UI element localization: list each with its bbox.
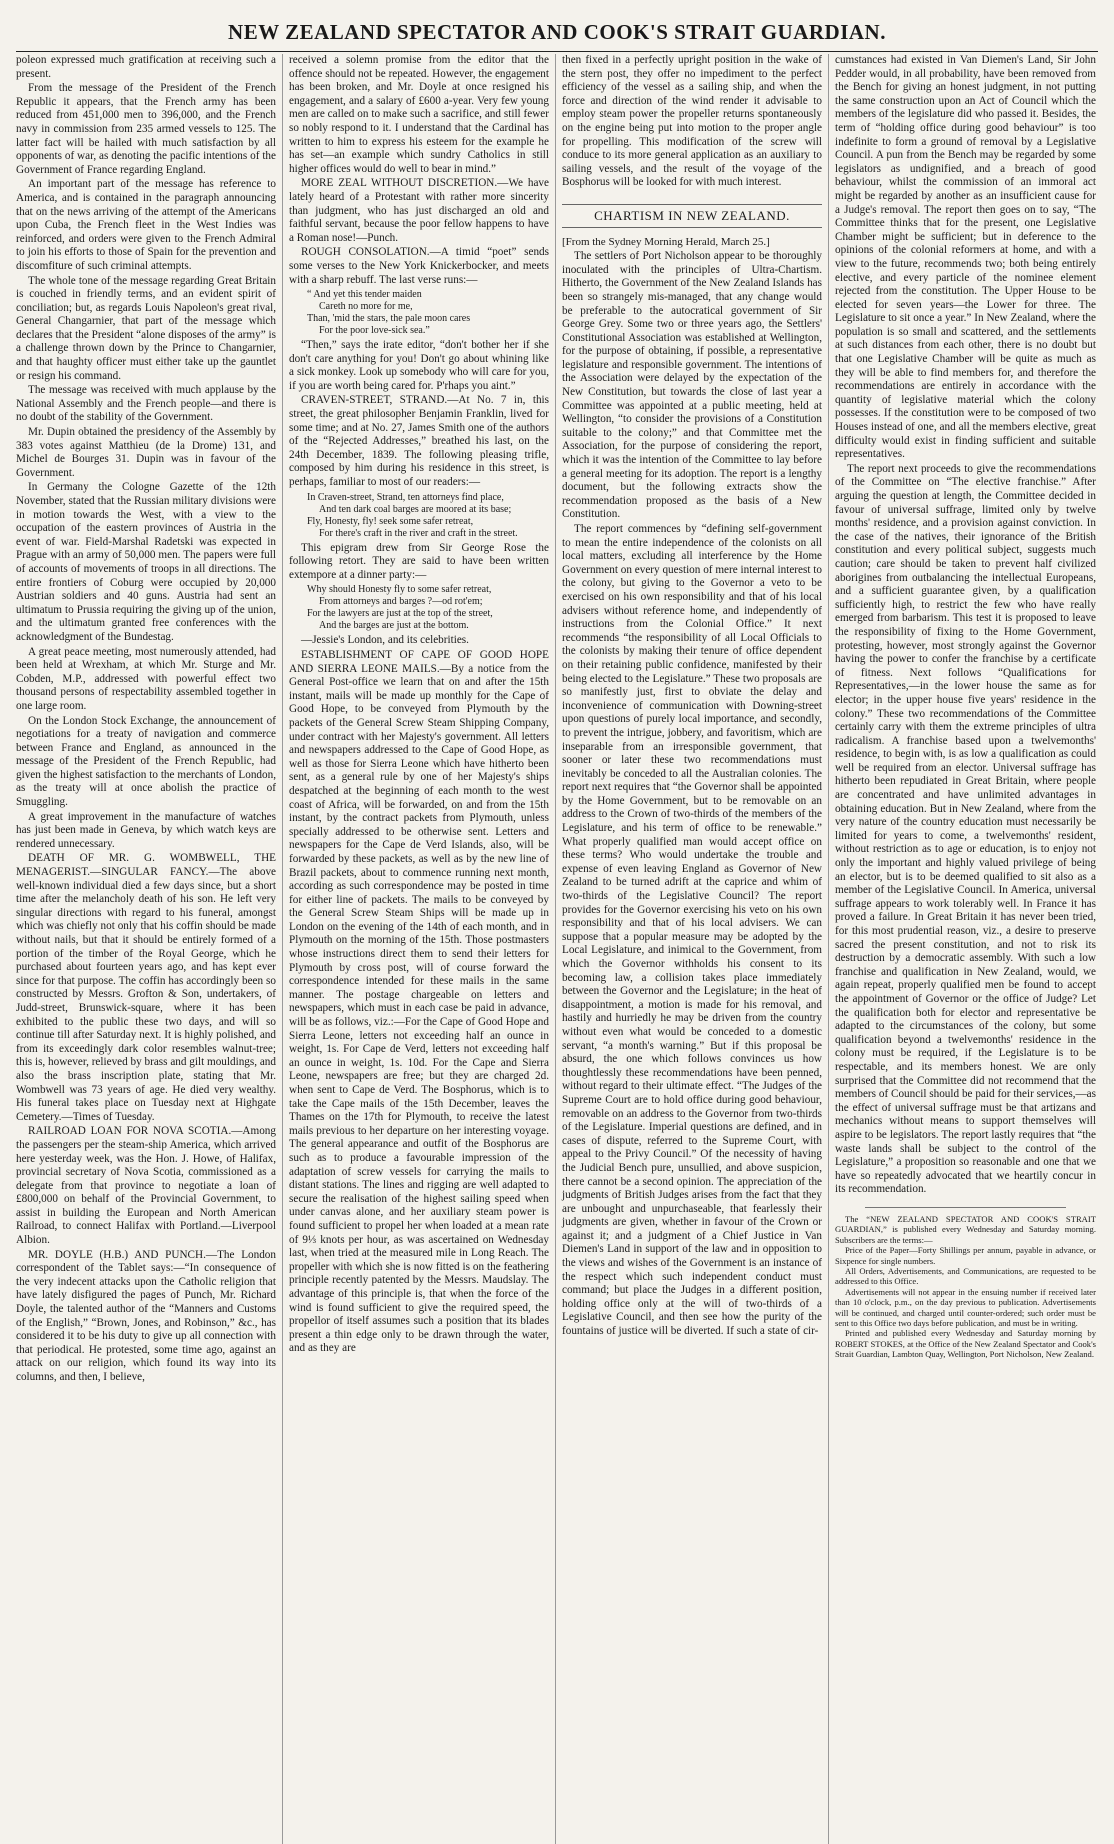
article-paragraph: On the London Stock Exchange, the announcement of negotiations for a treaty of navigation and commerce between France and England, as announced in the message of the President of the French Republic, had given the highest satisfaction to the merchants of London, as the treaty will at once abolish the practice of Smuggling. — [16, 714, 276, 809]
verse-retort — [307, 584, 549, 632]
article-paragraph: The report commences by “defining self-government to mean the entire independence of the colonists on all local matters, excluding all interference by the Home Government on every question of mere internal interest to the colony, but giving to the Governor a veto to be exercised on his own responsibility and that of his local advisers without reference home, and independently of instructions from the Colonial Office.” It next recommends “the responsibility of all Local Officials to the colonists by making their tenure of office dependent on their retaining public confidence, manifested by their being elected to the Legislature.” These two proposals are so manifestly just, first to obviate the delay and inconvenience of communication with Downing-street upon questions of purely local importance, and secondly, to prevent the intrigue, jobbery, and favoritism, which are inseparable from an irresponsible government, that sooner or later these two recommendations must inevitably be conceded to all the Australian colonies. The report next requires that “the Governor shall be appointed by the Home Government, but to be removable on an address to the Crown of two-thirds of the members of the Legislature, and his term of office to be renewable.” What properly qualified man would accept office on these terms? Who would undertake the trouble and expense of even leaving England as Governor of New Zealand to be turned adrift at the caprice and whim of two-thirds of the Legislative Council? The report provides for the Governor exercising his veto on his own responsibility and that of his local advisers. We can suppose that a popular measure may be adopted by the Local Legislature, and inimical to the Government, from which the Governor withholds his consent to its becoming law, a collision takes place immediately between the Governor and the Legislature; in the heat of disappointment, a motion is made for his removal, and hastily and hurriedly he may be driven from the country without even what would be conceded to a domestic servant, “a month's warning.” But if this proposal be absurd, the one which follows convinces us how thoughtlessly these recommendations have been penned, without regard to their ultimate effect. “The Judges of the Supreme Court are to hold office during good behaviour, removable on an address to the Governor from two-thirds of the Legislature. Imperial questions are defined, and in cases of dispute, referred to the Supreme Court, with appeal to the Privy Council.” Of the necessity of having the Judicial Bench pure, unsullied, and above suspicion, there cannot be a second opinion. The appreciation of the judgments of British Judges arises from the fact that they are unbought and unpurchaseable, that fearlessly their judgments are given, whether in favour of the Crown or against it; and a judgment of a Chief Justice in Van Diemen's Land in support of the law and in opposition to the views and wishes of the Government is an instance of the respect which such independent conduct must command; but place the Judges in a different position, holding office only at the will of two-thirds of a Legislative Council, and then see how the purity of the fountains of justice will be diverted. If such a state of cir- — [562, 523, 822, 1338]
article-paragraph: ROUGH CONSOLATION.—A timid “poet” sends some verses to the New York Knickerbocker, and meets with a sharp rebuff. The last verse runs:— — [289, 246, 549, 286]
article-paragraph: In Germany the Cologne Gazette of the 12th November, stated that the Russian military divisions were in motion towards the West, with a view to the occupation of the eastern provinces of Austria in the event of war. Field-Marshal Radetski was expected in Prague with an army of 50,000 men. The papers were full of accounts of movements of troops in all directions. The entire frontiers of Coburg were occupied by 20,000 Austrian soldiers and 40 guns. Austria had sent an ultimatum to Prussia requiring the giving up of the union, and the ultimatum granted free conferences with the acknowledgment of the Bundestag. — [16, 481, 276, 643]
verse-line: And ten dark coal barges are moored at its base; — [319, 503, 512, 515]
article-paragraph: DEATH OF MR. G. WOMBWELL, THE MENAGERIST.—SINGULAR FANCY.—The above well-known individual died a few days since, but a short time after the melancholy death of his son. He left very singular directions with regard to his funeral, amongst which was chiefly not only that his coffin should be made without nails, but that it should be entirely formed of a portion of the timber of the Royal George, which he purchased about fourteen years ago, and has kept ever since for that purpose. The coffin has accordingly been so constructed by Messrs. Grofton & Son, undertakers, of Judd-street, Brunswick-square, where it has been exhibited to the public these two days, and will so continue till after Saturday next. It is highly polished, and from its exceedingly dark color resembles walnut-tree; this is, however, relieved by brass and gilt mouldings, and also the brass inscription plate, stating that Mr. Wombwell was 73 years of age. He died very wealthy. His funeral takes place on Tuesday next at Highgate Cemetery.—Times of Tuesday. — [16, 852, 276, 1123]
article-paragraph: MR. DOYLE (H.B.) AND PUNCH.—The London correspondent of the Tablet says:—“In consequence of the very indecent attacks upon the Catholic religion that have lately disfigured the pages of Punch, Mr. Richard Doyle, the talented author of the “Manners and Customs of the English,” “Brown, Jones, and Robinson,” &c., has considered it to be his duty to give up all connection with that periodical. He protested, some time ago, against an attack on our religion, which found its way into its columns, and then, I believe, — [16, 1248, 276, 1383]
section-title-chartism: CHARTISM IN NEW ZEALAND. — [562, 204, 822, 228]
article-paragraph: received a solemn promise from the editor that the offence should not be repeated. However, the engagement has been broken, and Mr. Doyle at once resigned his engagement, and a salary of £600 a-year. Very few young men are called on to make such a sacrifice, and still fewer so nobly respond to it. I understand that the Cardinal has written to him to express his esteem for the example he has set—an example which sundry Catholics in still higher offices would do well to bear in mind.” — [289, 54, 549, 175]
article-paragraph: then fixed in a perfectly upright position in the wake of the stern post, they offer no impediment to the perfect efficiency of the vessel as a sailing ship, and when the force and direction of the wind render it advisable to employ steam power the propeller returns spontaneously on the engine being put into motion to the proper angle for propelling. This modification of the screw will conduce to its more general application as an auxiliary to sailing vessels, and the result of the voyage of the Bosphorus will be looked for with much interest. — [562, 54, 822, 189]
verse-line: In Craven-street, Strand, ten attorneys find place, — [307, 491, 504, 503]
article-paragraph: cumstances had existed in Van Diemen's Land, Sir John Pedder would, in all probability, have been removed from the Bench for giving an honest judgment, in not putting the same construction upon an Act of Council which the members of the legislature did who passed it. Besides, the term of “holding office during good behaviour” is too indefinite to form a ground of removal by a Legislative Council. A pun from the Bench may be regarded by some legislators as undignified, and a breach of good behaviour, whilst the commission of an immoral act might be regarded by another as an insufficient cause for a Judge's removal. The report then goes on to say, “The Committee thinks that for the present, one Legislative Chamber might be sufficient; but in deference to the opinions of the colonial reformers at home, and with a view to the future, recommends two; both being entirely elective, and every particle of the nominee element rejected from the constitution. The Upper House to be elected for seven years—the Lower for three. The Legislature to sit once a year.” In New Zealand, where the population is so small and scattered, and the settlements at such distances from each other, there is no doubt but that one Legislative Chamber will be quite as much as they will be able to find members for, and therefore the recommendations are entirely in accordance with the quantity of legislative material which the colony possesses. If the constitution were to be composed of two Houses instead of one, and all the members elective, great difficulty would exist in finding sufficient and suitable representatives. — [835, 54, 1096, 461]
article-paragraph: ESTABLISHMENT OF CAPE OF GOOD HOPE AND SIERRA LEONE MAILS.—By a notice from the General Post-office we learn that on and after the 15th instant, mails will be made up monthly for the Cape of Good Hope, to be conveyed from Plymouth by the packets of the General Screw Steam Shipping Company, under contract with her Majesty's government. All letters and newspapers addressed to the Cape of Good Hope, as well as those for Sierra Leone which have hitherto been sent, as a general rule by one of her Majesty's ships despatched at the beginning of each month to the west coast of Africa, will be forwarded, on and from the 15th instant, by the contract packets from Plymouth, unless specially addressed to be otherwise sent. Letters and newspapers for the Cape de Verd Islands, also, will be forwarded by these packets, as well as by the new line of Brazil packets, about to commence running next month, according as such correspondence may be posted in time for either line of packets. The mails to be conveyed by the General Screw Steam Ships will be made up in London on the evening of the 14th of each month, and in Plymouth on the morning of the 15th. Those postmasters whose instructions direct them to send their letters for Plymouth by cross post, will of course forward the correspondence intended for these mails in the same manner. The postage chargeable on letters and newspapers, which must in each case be paid in advance, will be as follows, viz.:—For the Cape of Good Hope and Sierra Leone, letters not exceeding half an ounce in weight, 1s. For Cape de Verd, letters not exceeding half an ounce in weight, 1s. 10d. For the Cape and Sierra Leone, newspapers are free; but they are charged 2d. when sent to Cape de Verd. The Bosphorus, which is to take the Cape mails of the 15th December, leaves the Thames on the 17th for Plymouth, to receive the latest mails previous to her departure on her interesting voyage. The general appearance and outfit of the Bosphorus are such as to produce a favourable impression of the adaptation of screw vessels for carrying the mails to distant stations. The lines and rigging are well adapted to secure the realisation of the highest sailing speed when under canvas alone, and her auxiliary steam power is found sufficient to propel her when loaded at a mean rate of 9⅓ knots per hour, as was ascertained on Wednesday last, when tried at the measured mile in Long Reach. The propeller with which she is now fitted is on the feathering principle recently patented by the Messrs. Maudslay. The advantage of this principle is, that when the force of the wind is found sufficient to give the required speed, the propellor of itself assumes such a position that its blades present a thin edge only to be drawn through the water, and as they are — [289, 649, 549, 1355]
verse-line: For the poor love-sick sea.” — [319, 325, 430, 337]
verse-line: From attorneys and barges ?—od rot'em; — [319, 596, 483, 608]
article-paragraph: poleon expressed much gratification at receiving such a present. — [16, 54, 276, 80]
column-4 — [829, 54, 1102, 1844]
article-paragraph: RAILROAD LOAN FOR NOVA SCOTIA.—Among the passengers per the steam-ship America, which arrived here yesterday week, was the Hon. J. Howe, of Halifax, provincial secretary of Nova Scotia, commissioned as a delegate from that province to negotiate a loan of £800,000 on behalf of the Provincial Government, to assist in building the European and North American Railroad, to connect Halifax with Portland.—Liverpool Albion. — [16, 1125, 276, 1247]
verse-line: Careth no more for me, — [319, 301, 413, 313]
article-paragraph: The message was received with much applause by the National Assembly and the French people—and there is no doubt of the stability of the Government. — [16, 384, 276, 424]
verse-rough-consolation — [307, 289, 549, 337]
article-source: [From the Sydney Morning Herald, March 25.] — [562, 235, 770, 248]
verse-line: Than, 'mid the stars, the pale moon cares — [307, 313, 471, 325]
article-paragraph: “Then,” says the irate editor, “don't bother her if she don't care anything for you! Don't go about whining like a sick monkey. Look up somebody who will care for you, if you are worth being cared for. P'rhaps you aint.” — [289, 339, 549, 392]
article-paragraph: The whole tone of the message regarding Great Britain is couched in friendly terms, and an evident spirit of conciliation; but, as regards Louis Napoleon's great rival, General Changarnier, that part of the message which declares that the President “alone disposes of the army” is a challenge thrown down by the Prince to Changarnier, and that haughty officer must either take up the gauntlet or resign his command. — [16, 274, 276, 382]
article-paragraph: MORE ZEAL WITHOUT DISCRETION.—We have lately heard of a Protestant with rather more sincerity than judgment, who has just discharged an old and faithful servant, because the poor fellow happens to have a Roman nose!—Punch. — [289, 177, 549, 244]
article-paragraph: From the message of the President of the French Republic it appears, that the French army has been reduced from 451,000 men to 396,000, and the French navy in commission from 235 armed vessels to 125. The latter fact will be hailed with much satisfaction by all opponents of war, as denoting the pacific intentions of the Government of France regarding England. — [16, 82, 276, 176]
article-paragraph: The report next proceeds to give the recommendations of the Committee on “The elective franchise.” After arguing the question at length, the Committee decided in favour of universal suffrage, limited only by twelve months' residence, and a provision against conviction. In the case of the natives, their ignorance of the British constitution and every political subject, suggests much caution; care should be taken to prevent half civilized aborigines from outbalancing the intellectual Europeans, and a sufficient guarantee given, by a qualification sufficiently high, to restrict the few who have really emerged from barbarism. This test it is proposed to leave the responsibility of fixing to the Home Government, protesting, however, most strongly against the Governor having the power to confer the franchise by a certificate of fitness. Next follows “Qualifications for Representatives,—in the lower house the same as for elector; in the upper house five years' residence in the colony.” These two recommendations of the Committee certainly carry with them the extreme principles of ultra radicalism. A franchise based upon a twelvemonths' residence, to begin with, is as low a qualification as could well be required from an elector. Universal suffrage has hitherto been repudiated in Great Britain, where people are concentrated and have unlimited advantages in obtaining education. But in New Zealand, where from the very nature of the country education must necessarily be limited for years to come, a twelvemonths' resident, without restriction as to age or education, is to enjoy not only the important and highly valued privilege of being an elector, but is to be deemed qualified to sit also as a member of the Legislative Council. In America, universal suffrage appears to work tolerably well. In France it has proved a failure. In Great Britain it has never been tried, for this most prudential reason, viz., a desire to preserve sacred the present constitution, and not to risk its destruction by a democratic assembly. With such a low franchise and qualification in New Zealand, would, we again repeat, properly qualified men be found to accept the appointment of Governor or the office of Judge? Let the qualification both for elector and representative be adapted to the circumstances of the colony, but some qualification beyond a twelvemonths' residence in the colony must be required, if the Legislature is to be respectable, and its members honest. We are only surprised that the Committee did not recommend that the members of Council should be paid for their services,—as the effect of universal suffrage must be that artizans and mechanics without means to support themselves will aspire to be legislators. The report lastly requires that “the waste lands shall be subject to the control of the Legislature,” a proposition so reasonable and one that we have so repeatedly advocated that we heartily concur in its recommendation. — [835, 462, 1096, 1196]
column-1 — [10, 54, 283, 1844]
notice-line: The “NEW ZEALAND SPECTATOR AND COOK'S STRAIT GUARDIAN,” is published every Wednesday and Saturday morning. Subscribers are the terms:— — [835, 1213, 1096, 1245]
notice-line: Advertisements will not appear in the ensuing number if received later than 10 o'clock, p.m., on the day previous to publication. Advertisements will be continued, and charged until counter-ordered; such order must be sent to this Office two days before publication, and must be in writing. — [835, 1286, 1096, 1328]
verse-line: Why should Honesty fly to some safer retreat, — [307, 584, 492, 596]
notice-line: All Orders, Advertisements, and Communications, are requested to be addressed to this Office. — [835, 1265, 1096, 1287]
article-paragraph: This epigram drew from Sir George Rose the following retort. They are said to have been written extempore at a dinner party:— — [289, 541, 549, 581]
column-3 — [556, 54, 829, 1844]
publication-notice — [835, 1214, 1096, 1360]
article-paragraph: A great peace meeting, most numerously attended, had been held at Wrexham, at which Mr. Sturge and Mr. Cobden, M.P., addressed with powerful effect two thousand persons of respectability assembled together in one large room. — [16, 645, 276, 712]
article-paragraph: —Jessie's London, and its celebrities. — [301, 634, 469, 647]
article-paragraph: A great improvement in the manufacture of watches has just been made in Geneva, by which watch keys are rendered unnecessary. — [16, 810, 276, 850]
columns — [10, 54, 1104, 1844]
article-paragraph: Mr. Dupin obtained the presidency of the Assembly by 383 votes against Matthieu (de la Drome) 131, and Michel de Bourges 31. Dupin was in favour of the Government. — [16, 426, 276, 479]
article-paragraph: The settlers of Port Nicholson appear to be thoroughly inoculated with the principles of Ultra-Chartism. Hitherto, the Government of the New Zealand Islands has been so strangely mis-managed, that any change would be preferable to the autocratical government of Sir George Grey. Some two or three years ago, the Settlers' Constitutional Association was established at Wellington, for the purpose of obtaining, if possible, a representative legislature and responsible government. The intentions of the Association were delayed by the expectation of the New Constitution, but towards the close of last year a Committee was appointed at a public meeting, held at Wellington, “to consider the provisions of a Constitution suitable to the colony;” and that Committee met the Association, for the purpose of considering the report, which it was the intention of the Committee to lay before a general meeting for its adoption. The report is a lengthy document, but the following extracts show the recommendation proposed as the basis of a New Constitution. — [562, 250, 822, 521]
article-paragraph: An important part of the message has reference to America, and is contained in the paragraph announcing that on the news arriving of the attempt of the Americans upon Cuba, the French fleet in the West Indies was reinforced, and orders were given to the French Admiral to join his efforts to those of Spain for the prevention and discomfiture of such criminal attempts. — [16, 178, 276, 272]
masthead-title: NEW ZEALAND SPECTATOR AND COOK'S STRAIT GUARDIAN. — [16, 6, 1098, 52]
notice-line: Price of the Paper—Forty Shillings per annum, payable in advance, or Sixpence for single numbers. — [835, 1245, 1096, 1266]
footer-separator — [865, 1207, 1066, 1208]
verse-line: Fly, Honesty, fly! seek some safer retreat, — [307, 515, 474, 527]
verse-line: For the lawyers are just at the top of the street, — [307, 608, 493, 620]
notice-line: Printed and published every Wednesday and Saturday morning by ROBERT STOKES, at the Office of the New Zealand Spectator and Cook's Strait Guardian, Lambton Quay, Wellington, Port Nicholson, New Zealand. — [835, 1328, 1096, 1360]
article-paragraph: CRAVEN-STREET, STRAND.—At No. 7 in, this street, the great philosopher Benjamin Franklin, lived for some time; and at No. 27, James Smith one of the authors of the “Rejected Addresses,” breathed his last, on the 24th December, 1839. The following pleasing trifle, composed by him during his residence in this street, is perhaps, familiar to most of our readers:— — [289, 394, 549, 489]
verse-line: And the barges are just at the bottom. — [319, 620, 469, 632]
verse-craven-street — [307, 492, 549, 540]
verse-line: “ And yet this tender maiden — [307, 289, 422, 301]
verse-line: For there's craft in the river and craft in the street. — [319, 527, 518, 539]
column-2 — [283, 54, 556, 1844]
